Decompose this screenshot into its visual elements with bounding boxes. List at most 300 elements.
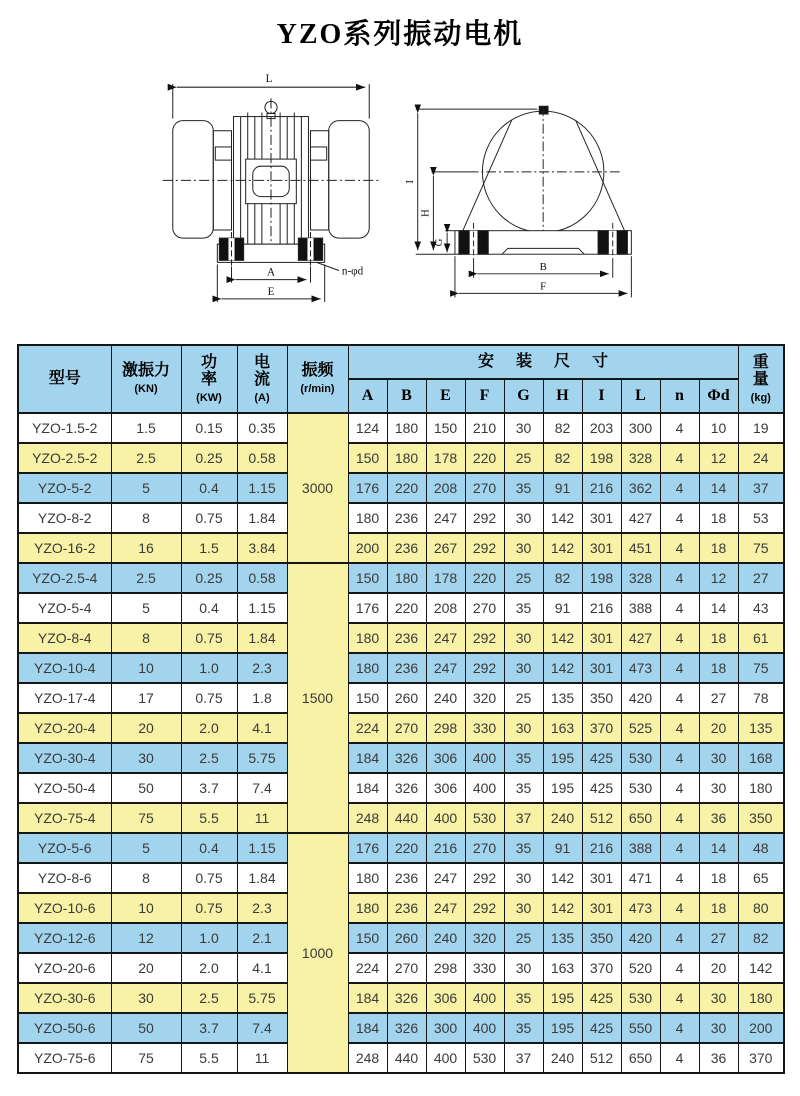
weight-cell: 48 <box>738 833 784 863</box>
table-row <box>18 533 784 563</box>
dim-B-cell: 440 <box>387 1043 426 1073</box>
force-cell: 20 <box>111 713 181 743</box>
header-force: 激振力 (KN) <box>111 345 181 413</box>
dim-L-cell: 473 <box>621 893 660 923</box>
dim-A-cell: 184 <box>348 1013 387 1043</box>
dim-H-cell: 82 <box>543 413 582 443</box>
dim-B-cell: 236 <box>387 863 426 893</box>
dim-G-cell: 25 <box>504 563 543 593</box>
dim-F-cell: 530 <box>465 803 504 833</box>
model-cell: YZO-50-4 <box>18 773 111 803</box>
dim-n-cell: 4 <box>660 1043 699 1073</box>
dim-Φd-cell: 27 <box>699 683 738 713</box>
dim-L-cell: 427 <box>621 623 660 653</box>
dim-A-cell: 176 <box>348 593 387 623</box>
model-cell: YZO-16-2 <box>18 533 111 563</box>
dim-H-cell: 163 <box>543 713 582 743</box>
force-cell: 12 <box>111 923 181 953</box>
dim-L-cell: 451 <box>621 533 660 563</box>
dim-A-cell: 150 <box>348 563 387 593</box>
dim-I-cell: 203 <box>582 413 621 443</box>
current-cell: 0.35 <box>237 413 287 443</box>
force-cell: 8 <box>111 623 181 653</box>
dim-Φd-cell: 14 <box>699 473 738 503</box>
dim-G-cell: 37 <box>504 1043 543 1073</box>
dim-L-cell: 550 <box>621 1013 660 1043</box>
dim-n-cell: 4 <box>660 593 699 623</box>
weight-cell: 82 <box>738 923 784 953</box>
dim-B-cell: 326 <box>387 773 426 803</box>
force-cell: 50 <box>111 773 181 803</box>
header-dim-n: n <box>660 379 699 413</box>
current-cell: 1.84 <box>237 863 287 893</box>
frequency-cell: 1000 <box>287 833 348 1073</box>
dim-G-cell: 35 <box>504 983 543 1013</box>
header-frequency: 振频 (r/min) <box>287 345 348 413</box>
dim-E-cell: 247 <box>426 503 465 533</box>
base-plate <box>454 223 630 260</box>
dim-F-cell: 330 <box>465 713 504 743</box>
current-cell: 1.8 <box>237 683 287 713</box>
left-end-cover <box>172 121 213 238</box>
dim-Φd-cell: 18 <box>699 503 738 533</box>
dim-Φd-cell: 14 <box>699 593 738 623</box>
dim-L-cell: 328 <box>621 443 660 473</box>
dim-Φd-cell: 30 <box>699 743 738 773</box>
dim-E-cell: 240 <box>426 683 465 713</box>
current-cell: 4.1 <box>237 953 287 983</box>
dim-A-cell: 224 <box>348 713 387 743</box>
dim-n-cell: 4 <box>660 713 699 743</box>
page-title: YZO系列振动电机 <box>276 19 524 50</box>
dim-Φd-cell: 10 <box>699 413 738 443</box>
dim-F-cell: 210 <box>465 413 504 443</box>
dim-B-cell: 180 <box>387 563 426 593</box>
current-cell: 4.1 <box>237 713 287 743</box>
dim-G-cell: 35 <box>504 473 543 503</box>
dim-L-cell: 328 <box>621 563 660 593</box>
weight-cell: 200 <box>738 1013 784 1043</box>
dim-L-cell: 473 <box>621 653 660 683</box>
frequency-cell: 3000 <box>287 413 348 563</box>
front-view-drawing <box>152 72 390 310</box>
dim-B-cell: 236 <box>387 623 426 653</box>
weight-cell: 43 <box>738 593 784 623</box>
dim-Φd-cell: 30 <box>699 773 738 803</box>
power-cell: 1.0 <box>181 653 237 683</box>
dim-G-cell: 37 <box>504 803 543 833</box>
dim-A-cell: 150 <box>348 443 387 473</box>
dim-n-cell: 4 <box>660 773 699 803</box>
model-cell: YZO-17-4 <box>18 683 111 713</box>
dim-B-cell: 236 <box>387 893 426 923</box>
model-cell: YZO-10-4 <box>18 653 111 683</box>
dim-A-cell: 224 <box>348 953 387 983</box>
dim-F-cell: 292 <box>465 533 504 563</box>
header-mounting-dimensions: 安装尺寸 <box>348 345 738 379</box>
dim-I-cell: 301 <box>582 893 621 923</box>
power-cell: 0.75 <box>181 683 237 713</box>
dim-G-cell: 30 <box>504 653 543 683</box>
dim-G-cell: 35 <box>504 593 543 623</box>
dim-E-cell: 178 <box>426 563 465 593</box>
table-row <box>18 953 784 983</box>
model-cell: YZO-30-4 <box>18 743 111 773</box>
dim-A-cell: 176 <box>348 473 387 503</box>
side-dim-I-label: I <box>403 179 416 184</box>
dim-n-cell: 4 <box>660 503 699 533</box>
dim-G-cell: 30 <box>504 893 543 923</box>
dim-G-cell: 35 <box>504 773 543 803</box>
dim-L-cell: 388 <box>621 833 660 863</box>
force-cell: 10 <box>111 653 181 683</box>
dim-B-cell: 180 <box>387 443 426 473</box>
dim-L-cell: 471 <box>621 863 660 893</box>
table-row <box>18 833 784 863</box>
dim-A-cell: 124 <box>348 413 387 443</box>
dim-E-cell: 400 <box>426 1043 465 1073</box>
current-cell: 7.4 <box>237 1013 287 1043</box>
model-cell: YZO-8-6 <box>18 863 111 893</box>
front-dim-E-label: E <box>267 285 274 298</box>
current-cell: 11 <box>237 1043 287 1073</box>
dim-E-cell: 267 <box>426 533 465 563</box>
force-cell: 2.5 <box>111 443 181 473</box>
header-dim-A: A <box>348 379 387 413</box>
current-cell: 1.84 <box>237 503 287 533</box>
table-row <box>18 893 784 923</box>
dim-L-cell: 427 <box>621 503 660 533</box>
power-cell: 2.5 <box>181 983 237 1013</box>
current-cell: 7.4 <box>237 773 287 803</box>
dim-A-cell: 184 <box>348 743 387 773</box>
dim-B-cell: 260 <box>387 683 426 713</box>
current-cell: 0.58 <box>237 443 287 473</box>
dim-I-cell: 370 <box>582 953 621 983</box>
dim-Φd-cell: 36 <box>699 1043 738 1073</box>
dim-n-cell: 4 <box>660 413 699 443</box>
dim-F-cell: 292 <box>465 503 504 533</box>
dim-Φd-cell: 30 <box>699 1013 738 1043</box>
dim-H-cell: 91 <box>543 833 582 863</box>
dim-E-cell: 306 <box>426 983 465 1013</box>
dim-n-cell: 4 <box>660 623 699 653</box>
force-cell: 5 <box>111 833 181 863</box>
dim-I-cell: 350 <box>582 923 621 953</box>
header-dim-I: I <box>582 379 621 413</box>
dim-E-cell: 208 <box>426 473 465 503</box>
current-cell: 2.3 <box>237 893 287 923</box>
current-cell: 1.15 <box>237 593 287 623</box>
dim-I-cell: 512 <box>582 803 621 833</box>
dim-n-cell: 4 <box>660 533 699 563</box>
dim-A-cell: 180 <box>348 623 387 653</box>
weight-cell: 180 <box>738 983 784 1013</box>
model-cell: YZO-75-4 <box>18 803 111 833</box>
dim-H-cell: 195 <box>543 743 582 773</box>
dim-G-cell: 25 <box>504 683 543 713</box>
dim-H-cell: 135 <box>543 683 582 713</box>
table-row <box>18 503 784 533</box>
frequency-cell: 1500 <box>287 563 348 833</box>
model-cell: YZO-5-2 <box>18 473 111 503</box>
dim-G-cell: 30 <box>504 413 543 443</box>
model-cell: YZO-20-6 <box>18 953 111 983</box>
dim-H-cell: 142 <box>543 863 582 893</box>
dim-n-cell: 4 <box>660 803 699 833</box>
side-dim-F-label: F <box>539 280 546 293</box>
dim-A-cell: 180 <box>348 503 387 533</box>
dim-n-cell: 4 <box>660 653 699 683</box>
dim-A-cell: 150 <box>348 683 387 713</box>
dim-E-cell: 298 <box>426 953 465 983</box>
side-motor-body <box>415 106 631 297</box>
model-cell: YZO-8-4 <box>18 623 111 653</box>
dim-I-cell: 216 <box>582 833 621 863</box>
dim-F-cell: 400 <box>465 743 504 773</box>
dim-H-cell: 142 <box>543 653 582 683</box>
dim-F-cell: 270 <box>465 473 504 503</box>
dim-A-cell: 184 <box>348 773 387 803</box>
header-dim-L: L <box>621 379 660 413</box>
dim-Φd-cell: 20 <box>699 953 738 983</box>
power-cell: 0.4 <box>181 593 237 623</box>
spec-table <box>17 344 785 1074</box>
weight-cell: 135 <box>738 713 784 743</box>
dim-F-cell: 530 <box>465 1043 504 1073</box>
dim-E-cell: 247 <box>426 623 465 653</box>
dim-H-cell: 195 <box>543 773 582 803</box>
weight-cell: 75 <box>738 533 784 563</box>
dim-E-cell: 178 <box>426 443 465 473</box>
dim-F-cell: 400 <box>465 983 504 1013</box>
weight-cell: 61 <box>738 623 784 653</box>
table-row <box>18 623 784 653</box>
dim-A-cell: 180 <box>348 893 387 923</box>
dim-B-cell: 270 <box>387 713 426 743</box>
power-cell: 0.75 <box>181 623 237 653</box>
front-dim-A-label: A <box>266 266 275 279</box>
dim-n-cell: 4 <box>660 983 699 1013</box>
dim-I-cell: 301 <box>582 533 621 563</box>
table-row <box>18 593 784 623</box>
current-cell: 5.75 <box>237 983 287 1013</box>
weight-cell: 37 <box>738 473 784 503</box>
dim-B-cell: 236 <box>387 503 426 533</box>
dim-G-cell: 25 <box>504 443 543 473</box>
power-cell: 3.7 <box>181 773 237 803</box>
dim-I-cell: 370 <box>582 713 621 743</box>
force-cell: 16 <box>111 533 181 563</box>
weight-cell: 27 <box>738 563 784 593</box>
spec-table-container <box>17 344 783 1074</box>
dim-A-cell: 180 <box>348 653 387 683</box>
dim-G-cell: 30 <box>504 713 543 743</box>
weight-cell: 142 <box>738 953 784 983</box>
dim-F-cell: 220 <box>465 563 504 593</box>
spec-table-head <box>18 345 784 413</box>
table-row <box>18 1013 784 1043</box>
model-cell: YZO-10-6 <box>18 893 111 923</box>
model-cell: YZO-1.5-2 <box>18 413 111 443</box>
weight-cell: 53 <box>738 503 784 533</box>
dim-n-cell: 4 <box>660 863 699 893</box>
table-row <box>18 473 784 503</box>
side-dim-H-label: H <box>419 209 431 217</box>
model-cell: YZO-5-4 <box>18 593 111 623</box>
model-cell: YZO-2.5-2 <box>18 443 111 473</box>
dim-E-cell: 247 <box>426 863 465 893</box>
dim-G-cell: 30 <box>504 533 543 563</box>
dim-E-cell: 247 <box>426 653 465 683</box>
dim-L-cell: 530 <box>621 773 660 803</box>
weight-cell: 370 <box>738 1043 784 1073</box>
dim-H-cell: 91 <box>543 473 582 503</box>
dim-I-cell: 198 <box>582 443 621 473</box>
force-cell: 75 <box>111 803 181 833</box>
power-cell: 0.25 <box>181 443 237 473</box>
header-dim-E: E <box>426 379 465 413</box>
dim-E-cell: 306 <box>426 773 465 803</box>
force-cell: 5 <box>111 593 181 623</box>
dim-G-cell: 35 <box>504 743 543 773</box>
mounting-holes-label: n-φd <box>341 265 363 278</box>
header-model: 型号 <box>18 345 111 413</box>
technical-drawings <box>0 72 800 310</box>
current-cell: 2.1 <box>237 923 287 953</box>
current-cell: 3.84 <box>237 533 287 563</box>
dim-I-cell: 216 <box>582 593 621 623</box>
dim-n-cell: 4 <box>660 743 699 773</box>
left-bracket-side <box>462 120 511 231</box>
dim-n-cell: 4 <box>660 473 699 503</box>
power-cell: 5.5 <box>181 803 237 833</box>
power-cell: 2.0 <box>181 953 237 983</box>
force-cell: 75 <box>111 1043 181 1073</box>
dim-E-cell: 208 <box>426 593 465 623</box>
dim-Φd-cell: 30 <box>699 983 738 1013</box>
power-cell: 1.0 <box>181 923 237 953</box>
dim-L-cell: 650 <box>621 1043 660 1073</box>
dim-L-cell: 520 <box>621 953 660 983</box>
dim-I-cell: 350 <box>582 683 621 713</box>
table-row <box>18 653 784 683</box>
weight-cell: 180 <box>738 773 784 803</box>
dim-G-cell: 30 <box>504 623 543 653</box>
dim-B-cell: 270 <box>387 953 426 983</box>
power-cell: 1.5 <box>181 533 237 563</box>
dim-L-cell: 530 <box>621 743 660 773</box>
holes-leader-line <box>316 262 338 270</box>
dim-G-cell: 25 <box>504 923 543 953</box>
weight-cell: 78 <box>738 683 784 713</box>
dim-L-cell: 530 <box>621 983 660 1013</box>
dim-B-cell: 326 <box>387 983 426 1013</box>
model-cell: YZO-50-6 <box>18 1013 111 1043</box>
dim-F-cell: 292 <box>465 623 504 653</box>
dim-B-cell: 326 <box>387 743 426 773</box>
current-cell: 1.15 <box>237 833 287 863</box>
dim-H-cell: 240 <box>543 803 582 833</box>
dim-I-cell: 301 <box>582 503 621 533</box>
dim-n-cell: 4 <box>660 1013 699 1043</box>
power-cell: 0.4 <box>181 833 237 863</box>
dim-E-cell: 247 <box>426 893 465 923</box>
header-dim-H: H <box>543 379 582 413</box>
dim-B-cell: 220 <box>387 593 426 623</box>
dim-I-cell: 301 <box>582 623 621 653</box>
dim-L-cell: 388 <box>621 593 660 623</box>
dim-H-cell: 142 <box>543 893 582 923</box>
dim-A-cell: 200 <box>348 533 387 563</box>
dimension-G <box>445 231 455 253</box>
weight-cell: 350 <box>738 803 784 833</box>
header-dim-phid: Φd <box>699 379 738 413</box>
dim-Φd-cell: 36 <box>699 803 738 833</box>
dim-Φd-cell: 18 <box>699 863 738 893</box>
power-cell: 0.15 <box>181 413 237 443</box>
dim-A-cell: 184 <box>348 983 387 1013</box>
dim-L-cell: 420 <box>621 923 660 953</box>
table-row <box>18 683 784 713</box>
model-cell: YZO-30-6 <box>18 983 111 1013</box>
power-cell: 0.4 <box>181 473 237 503</box>
dim-L-cell: 420 <box>621 683 660 713</box>
dim-n-cell: 4 <box>660 893 699 923</box>
power-cell: 2.0 <box>181 713 237 743</box>
dim-L-cell: 525 <box>621 713 660 743</box>
dim-E-cell: 216 <box>426 833 465 863</box>
table-row <box>18 923 784 953</box>
dim-H-cell: 163 <box>543 953 582 983</box>
table-row <box>18 413 784 443</box>
dim-A-cell: 180 <box>348 863 387 893</box>
force-cell: 2.5 <box>111 563 181 593</box>
dim-L-cell: 362 <box>621 473 660 503</box>
dim-I-cell: 425 <box>582 983 621 1013</box>
table-row <box>18 563 784 593</box>
model-cell: YZO-2.5-4 <box>18 563 111 593</box>
current-cell: 0.58 <box>237 563 287 593</box>
dim-I-cell: 198 <box>582 563 621 593</box>
dim-A-cell: 248 <box>348 803 387 833</box>
dim-n-cell: 4 <box>660 953 699 983</box>
dim-Φd-cell: 14 <box>699 833 738 863</box>
header-current-unit: (A) <box>254 391 270 404</box>
dim-H-cell: 91 <box>543 593 582 623</box>
dim-Φd-cell: 18 <box>699 533 738 563</box>
dim-E-cell: 240 <box>426 923 465 953</box>
dim-A-cell: 248 <box>348 1043 387 1073</box>
dim-H-cell: 142 <box>543 503 582 533</box>
dim-n-cell: 4 <box>660 563 699 593</box>
current-cell: 1.15 <box>237 473 287 503</box>
dim-H-cell: 82 <box>543 443 582 473</box>
power-cell: 3.7 <box>181 1013 237 1043</box>
dim-E-cell: 298 <box>426 713 465 743</box>
force-cell: 10 <box>111 893 181 923</box>
header-weight-unit: (kg) <box>750 391 771 404</box>
dim-n-cell: 4 <box>660 923 699 953</box>
dim-F-cell: 220 <box>465 443 504 473</box>
dim-Φd-cell: 18 <box>699 653 738 683</box>
dim-A-cell: 176 <box>348 833 387 863</box>
force-cell: 8 <box>111 503 181 533</box>
table-row <box>18 983 784 1013</box>
weight-cell: 24 <box>738 443 784 473</box>
force-cell: 8 <box>111 863 181 893</box>
dim-I-cell: 425 <box>582 773 621 803</box>
